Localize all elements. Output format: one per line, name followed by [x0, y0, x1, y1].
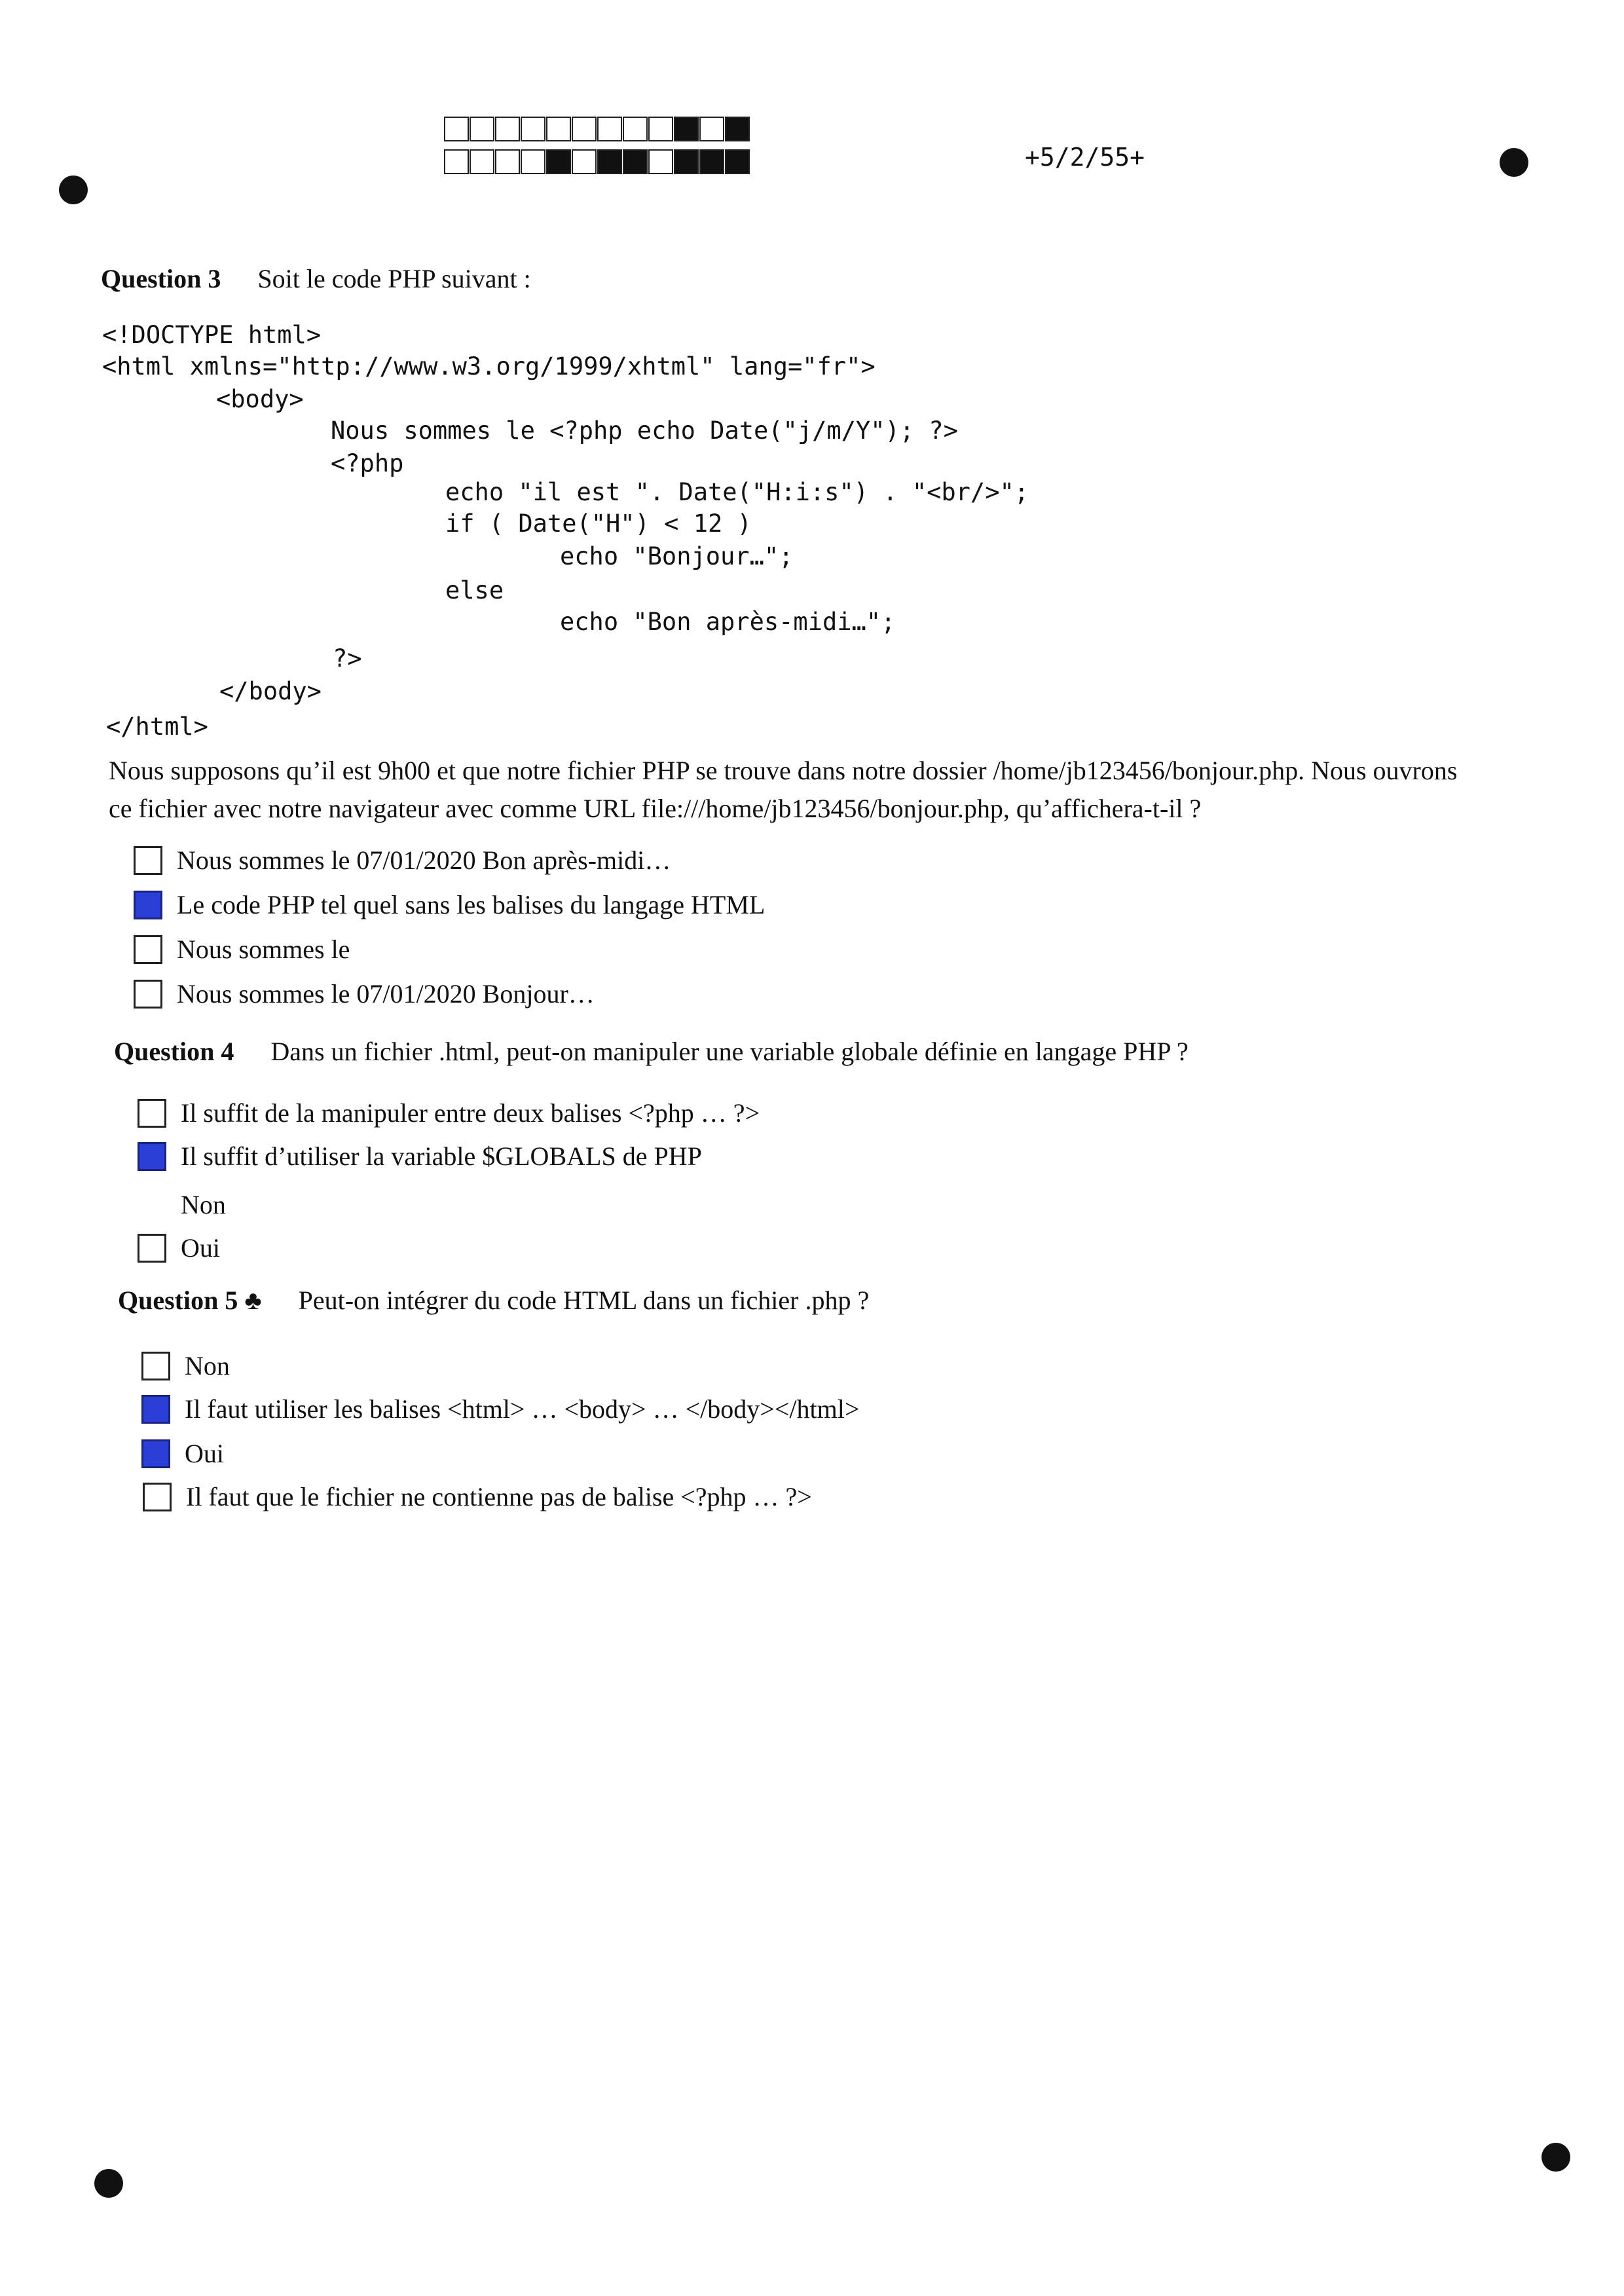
answer-option[interactable] [141, 1394, 859, 1424]
checkbox-checked[interactable] [134, 891, 162, 919]
answer-label: Nous sommes le 07/01/2020 Bonjour… [177, 979, 595, 1009]
checkbox[interactable] [143, 1483, 172, 1511]
barcode-cell [725, 149, 750, 174]
barcode-cell [597, 149, 622, 174]
code-line: ?> [333, 644, 362, 673]
answer-option[interactable] [138, 1232, 220, 1263]
barcode-cell [699, 149, 724, 174]
code-line: else [445, 576, 504, 604]
registration-mark-top-right [1500, 148, 1528, 177]
checkbox[interactable] [138, 1234, 166, 1263]
code-line: <!DOCTYPE html> [102, 321, 322, 349]
answer-option[interactable] [134, 978, 595, 1009]
checkbox[interactable] [141, 1352, 170, 1380]
checkbox[interactable] [134, 980, 162, 1009]
barcode-cell [444, 149, 469, 174]
registration-mark-bottom-right [1541, 2143, 1570, 2172]
code-line: <body> [216, 385, 304, 413]
question-3-prompt: Soit le code PHP suivant : [257, 264, 531, 293]
question-3-text-line: ce fichier avec notre navigateur avec comme URL file:///home/jb123456/bonjour.php, qu’affichera-t-il ? [109, 794, 1202, 823]
question-4-title [114, 1036, 1189, 1067]
answer-option[interactable] [143, 1481, 812, 1512]
barcode-cell [546, 149, 571, 174]
answer-option[interactable] [134, 934, 350, 965]
barcode-cell [623, 117, 648, 141]
barcode-cell [572, 149, 597, 174]
answer-label: Il suffit de la manipuler entre deux balises <?php … ?> [181, 1098, 760, 1128]
checkbox[interactable] [134, 846, 162, 875]
barcode-cell [648, 149, 673, 174]
code-line: echo "Bon après-midi…"; [560, 608, 896, 636]
checkbox[interactable] [138, 1099, 166, 1128]
barcode-cell [623, 149, 648, 174]
answer-label: Il faut que le fichier ne contienne pas de balise <?php … ?> [186, 1482, 812, 1511]
answer-label: Oui [181, 1233, 220, 1263]
answer-label: Non [185, 1351, 230, 1380]
barcode-cell [725, 117, 750, 141]
barcode-cell [597, 117, 622, 141]
barcode-cell [546, 117, 571, 141]
answer-option[interactable] [141, 1350, 230, 1381]
answer-option[interactable] [134, 845, 671, 876]
answer-option[interactable] [141, 1438, 224, 1469]
code-line: echo "il est ". Date("H:i:s") . "<br/>"; [445, 478, 1029, 506]
checkbox-missing [138, 1191, 166, 1219]
barcode-cell [699, 117, 724, 141]
barcode-cell [674, 117, 699, 141]
barcode-cell [521, 117, 545, 141]
barcode-row-1 [444, 117, 750, 141]
registration-mark-top-left [59, 176, 88, 204]
checkbox-checked[interactable] [138, 1142, 166, 1171]
question-3-label: Question 3 [101, 264, 221, 293]
barcode-cell [648, 117, 673, 141]
code-line: <html xmlns="http://www.w3.org/1999/xhtml" lang="fr"> [102, 352, 876, 380]
answer-option[interactable] [138, 1189, 226, 1220]
answer-option[interactable] [138, 1098, 760, 1128]
barcode-cell [470, 117, 494, 141]
page-id: +5/2/55+ [1025, 143, 1145, 172]
barcode-cell [444, 117, 469, 141]
code-line: Nous sommes le <?php echo Date("j/m/Y"); ?> [331, 417, 958, 445]
question-4-label: Question 4 [114, 1037, 234, 1066]
answer-label: Non [181, 1190, 226, 1219]
answer-label: Nous sommes le [177, 935, 350, 964]
question-5-title [118, 1285, 869, 1316]
question-5-label: Question 5 ♣ [118, 1286, 262, 1315]
answer-label: Il faut utiliser les balises <html> … <body> … </body></html> [185, 1394, 860, 1424]
code-line: <?php [331, 449, 404, 477]
barcode-cell [495, 117, 520, 141]
question-4-prompt: Dans un fichier .html, peut-on manipuler une variable globale définie en langage PHP ? [270, 1037, 1189, 1066]
code-line: </body> [219, 677, 322, 705]
code-line: if ( Date("H") < 12 ) [445, 509, 752, 538]
barcode-cell [572, 117, 597, 141]
barcode-cell [674, 149, 699, 174]
answer-label: Nous sommes le 07/01/2020 Bon après-midi… [177, 845, 671, 875]
question-3-title [101, 263, 531, 294]
answer-label: Oui [185, 1439, 224, 1468]
checkbox-checked[interactable] [141, 1439, 170, 1468]
answer-option[interactable] [134, 889, 765, 920]
question-3-text [109, 752, 1576, 828]
code-line: </html> [106, 713, 208, 741]
checkbox[interactable] [134, 935, 162, 964]
answer-option[interactable] [138, 1141, 702, 1172]
barcode-cell [521, 149, 545, 174]
checkbox-checked[interactable] [141, 1395, 170, 1424]
barcode-cell [495, 149, 520, 174]
barcode-cell [470, 149, 494, 174]
answer-label: Le code PHP tel quel sans les balises du langage HTML [177, 890, 766, 919]
question-5-prompt: Peut-on intégrer du code HTML dans un fichier .php ? [298, 1286, 870, 1315]
question-3-text-line: Nous supposons qu’il est 9h00 et que notre fichier PHP se trouve dans notre dossier /home/jb123456/bonjour.php. Nous ouvrons [109, 756, 1458, 785]
answer-label: Il suffit d’utiliser la variable $GLOBALS de PHP [181, 1141, 702, 1171]
code-line: echo "Bonjour…"; [560, 542, 794, 570]
registration-mark-bottom-left [94, 2169, 123, 2198]
barcode-row-2 [444, 149, 750, 174]
